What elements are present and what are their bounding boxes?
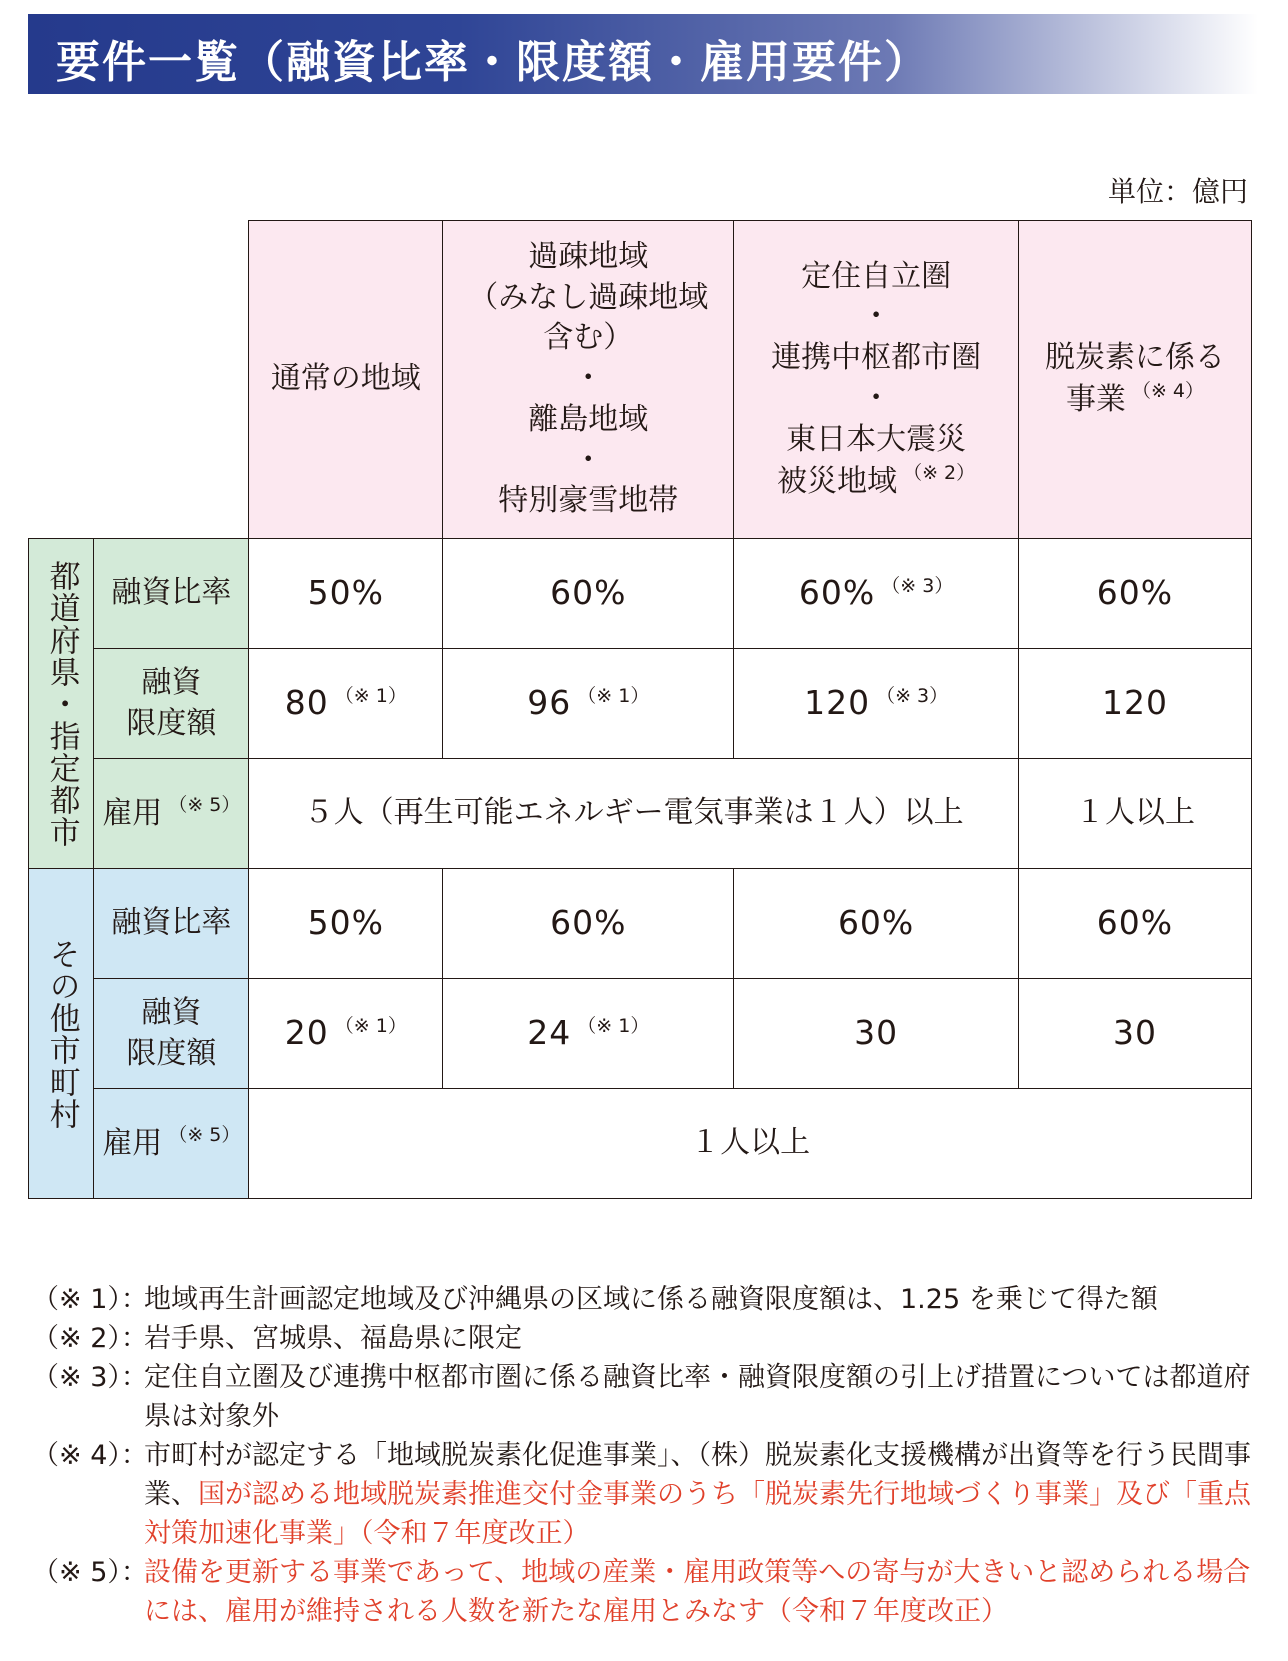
table-row [29, 649, 1252, 759]
footnote-text: 岩手県、宮城県、福島県に限定 [144, 1323, 522, 1354]
header-row [29, 221, 1252, 539]
table-cell: 60% [1018, 869, 1251, 979]
group-label-prefecture: 都道府県・指定都市 [29, 539, 94, 869]
table-cell: 50% [249, 539, 443, 649]
footnote-text: 設備を更新する事業であって、地域の産業・雇用政策等への寄与が大きいと認められる場合には、雇用が維持される人数を新たな雇用とみなす（令和７年度改正） [144, 1557, 1251, 1627]
col-header-line: ・ [861, 381, 892, 416]
col-header-line: 連携中枢都市圏 [771, 340, 982, 376]
col-header-line: ・ [573, 361, 604, 397]
table-cell: 80 $^{(※ 1)}$ [249, 649, 443, 759]
footnote [32, 1319, 1262, 1358]
col-header-line: （みなし過疎地域 [468, 279, 709, 315]
table-cell: 60% $^{(※ 3)}$ [734, 539, 1019, 649]
table-cell: 20 $^{(※ 1)}$ [249, 979, 443, 1089]
col-header-line: 離島地域 [528, 401, 649, 437]
col-header-line: 東日本大震災 [786, 421, 967, 457]
table-cell: １人以上 [1018, 759, 1251, 869]
footnote-ref: （※ 1） [334, 685, 407, 708]
footnote-label: （※ 4）： [32, 1440, 148, 1471]
col-header-settlement [734, 221, 1019, 539]
footnote-ref: （※ 3） [876, 685, 949, 708]
row-label: 融資比率 [94, 869, 249, 979]
row-label: 雇用 $^{(※ 5)}$ [94, 1089, 249, 1199]
col-header-depopulated [443, 221, 734, 539]
table-cell: 96 $^{(※ 1)}$ [443, 649, 734, 759]
table-cell: １人以上 [249, 1089, 1252, 1199]
footnote-ref: （※ 2） [903, 461, 976, 484]
footnote-label: （※ 1）： [32, 1284, 148, 1315]
footnote-ref: （※ 1） [334, 1015, 407, 1038]
footnote-text: 市町村が認定する「地域脱炭素化促進事業」、（株）脱炭素化支援機構が出資等を行う民間事業、国が認める地域脱炭素推進交付金事業のうち「脱炭素先行地域づくり事業」及び「重点対策加速化事業」（令和７年度改正） [144, 1440, 1251, 1549]
col-header-line: 事業 $^{(※ 4)}$ [1065, 380, 1204, 417]
col-header-line: 通常の地域 [270, 361, 421, 397]
footnote-label: （※ 2）： [32, 1323, 148, 1354]
col-header-line: 過疎地域 [528, 238, 649, 274]
table-cell: 60% [1018, 539, 1251, 649]
table-cell: 120 $^{(※ 3)}$ [734, 649, 1019, 759]
table-cell: 30 [734, 979, 1019, 1089]
footnote-label: （※ 3）： [32, 1362, 148, 1393]
page-title: 要件一覧（融資比率・限度額・雇用要件） [56, 37, 930, 88]
col-header-line: 定住自立圏 [801, 258, 952, 294]
row-label: 融資比率 [94, 539, 249, 649]
footnote [32, 1436, 1262, 1553]
table-row [29, 1089, 1252, 1199]
table-cell: 60% [443, 869, 734, 979]
table-row [29, 759, 1252, 869]
row-label: 融資 限度額 [94, 649, 249, 759]
footnote-ref: （※ 1） [577, 1015, 650, 1038]
table-row [29, 979, 1252, 1089]
row-label: 融資 限度額 [94, 979, 249, 1089]
footnote-ref: （※ 4） [1131, 380, 1204, 402]
col-header-line: ・ [861, 299, 892, 335]
table-cell: 50% [249, 869, 443, 979]
footnote-ref: （※ 5） [168, 1123, 241, 1146]
footnote-ref: （※ 1） [577, 685, 650, 708]
footnote-ref: （※ 3） [881, 575, 954, 598]
table-row [29, 869, 1252, 979]
footnote [32, 1280, 1262, 1319]
table-cell: 30 [1018, 979, 1251, 1089]
table-cell: 60% [734, 869, 1019, 979]
group-label-municipality: その他市町村 [29, 869, 94, 1199]
col-header-line: 含む） [543, 320, 634, 356]
unit-label: 単位：億円 [1107, 175, 1248, 208]
col-header-normal [249, 221, 443, 539]
footnote-text: 定住自立圏及び連携中枢都市圏に係る融資比率・融資限度額の引上げ措置については都道府県は対象外 [144, 1362, 1251, 1432]
col-header-line: 脱炭素に係る [1044, 340, 1225, 376]
col-header-line: 特別豪雪地帯 [498, 483, 679, 519]
footnote [32, 1553, 1262, 1631]
col-header-line: 被災地域 $^{(※ 2)}$ [777, 461, 976, 499]
col-header-decarbon [1018, 221, 1251, 539]
row-label: 雇用 $^{(※ 5)}$ [94, 759, 249, 869]
table-cell: 24 $^{(※ 1)}$ [443, 979, 734, 1089]
footnote-label: （※ 5）： [32, 1557, 148, 1588]
table-cell: ５人（再生可能エネルギー電気事業は１人）以上 [249, 759, 1019, 869]
footnote-text: 地域再生計画認定地域及び沖縄県の区域に係る融資限度額は、1.25 を乗じて得た額 [144, 1284, 1158, 1315]
requirements-table [28, 220, 1252, 1199]
header-corner [29, 221, 249, 539]
footnote-ref: （※ 5） [168, 793, 241, 816]
table-cell: 120 [1018, 649, 1251, 759]
table-row [29, 539, 1252, 649]
footnote [32, 1358, 1262, 1436]
footnotes [32, 1280, 1262, 1631]
table-cell: 60% [443, 539, 734, 649]
col-header-line: ・ [573, 442, 604, 478]
title-bar [28, 14, 1258, 94]
